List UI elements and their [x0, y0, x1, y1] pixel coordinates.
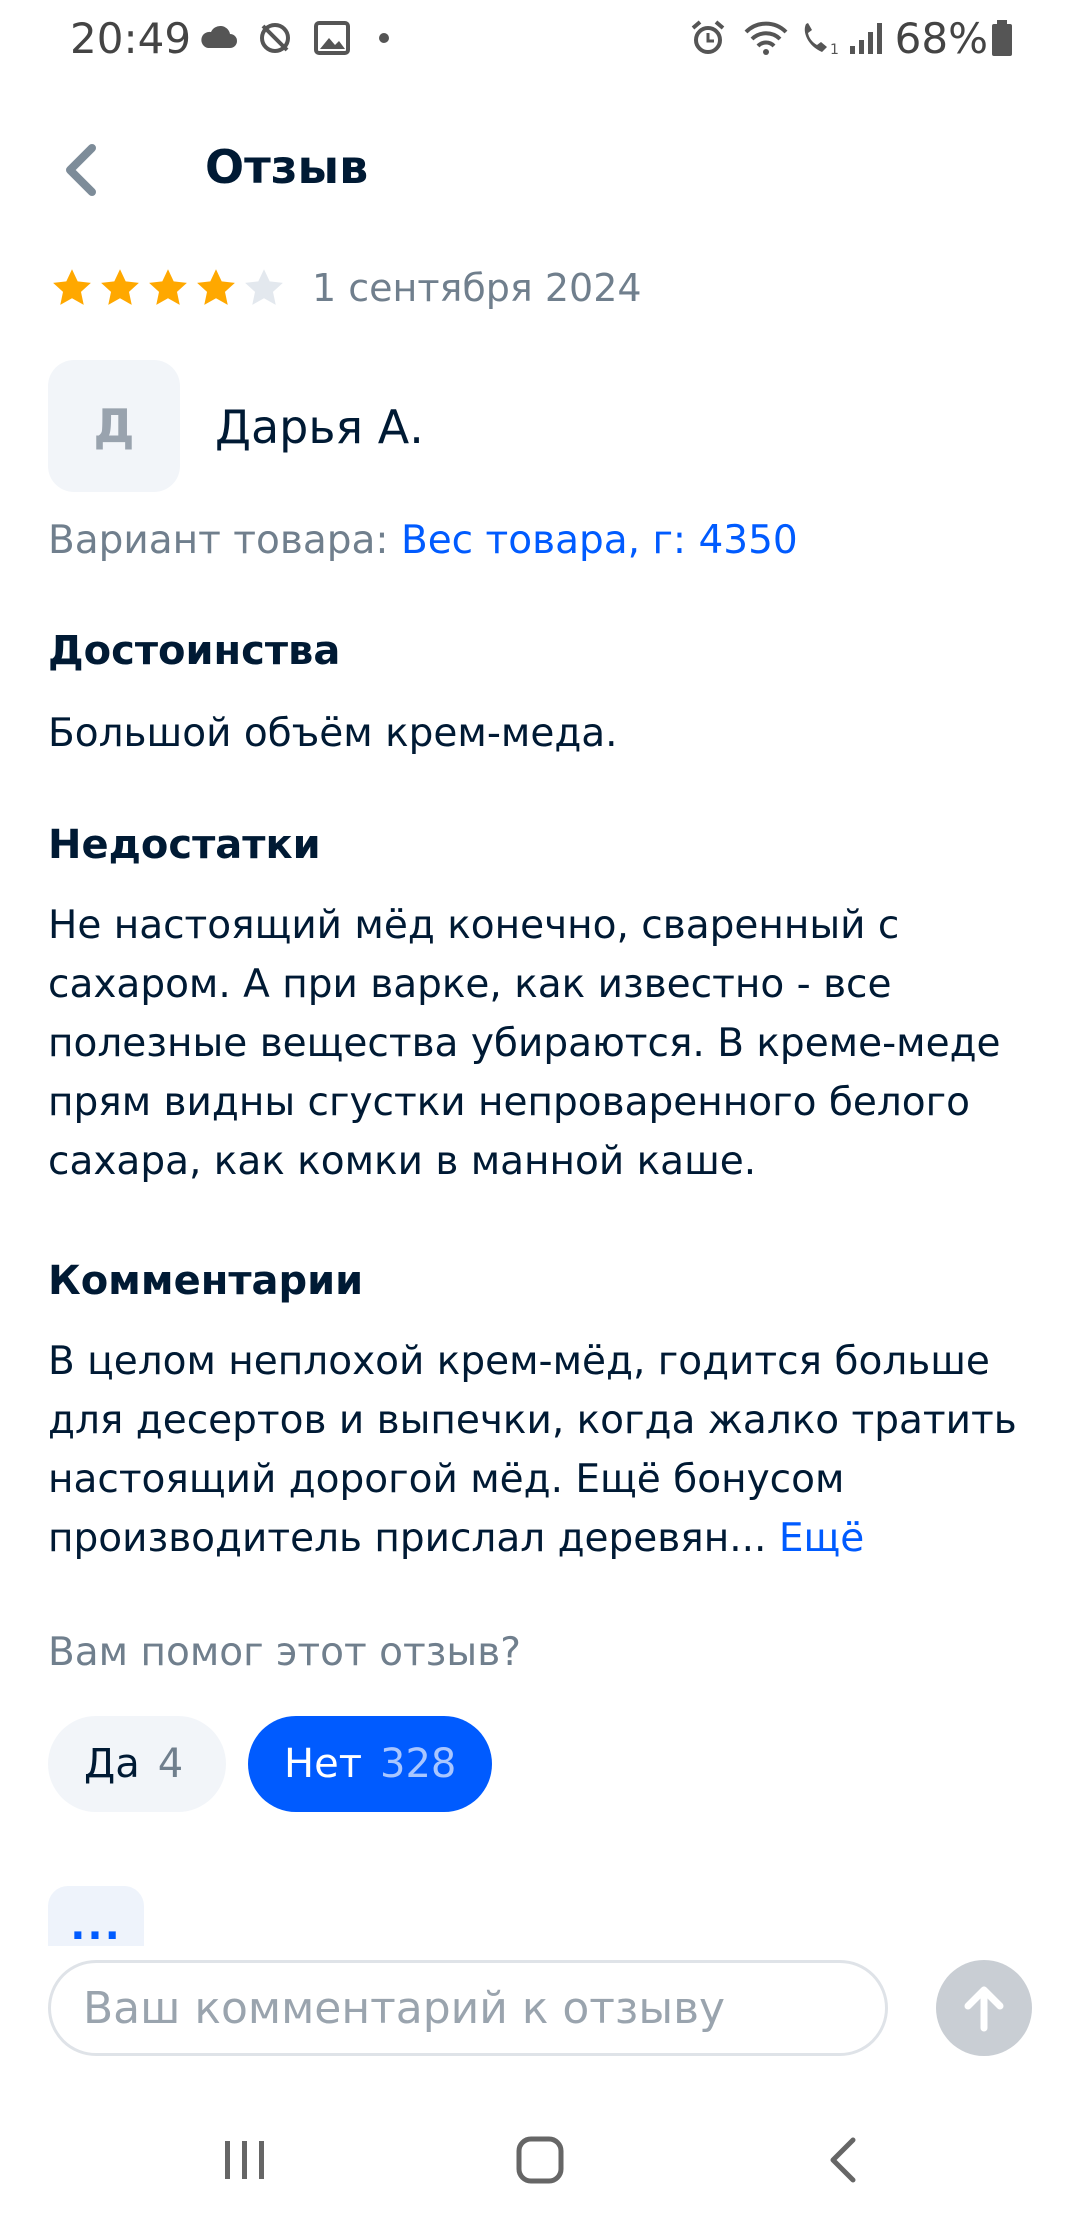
- wifi-icon: [742, 18, 790, 58]
- variant-value[interactable]: Вес товара, г: 4350: [400, 518, 798, 563]
- battery-icon: [990, 18, 1014, 58]
- helpful-question: Вам помог этот отзыв?: [48, 1630, 521, 1675]
- star-filled-icon: [98, 266, 142, 310]
- author-name: Дарья А.: [215, 400, 424, 454]
- svg-text:1: 1: [830, 42, 839, 58]
- star-filled-icon: [50, 266, 94, 310]
- no-sync-icon: [255, 18, 295, 58]
- dot-icon: [372, 18, 412, 58]
- signal-icon: [846, 18, 886, 58]
- comments-title: Комментарии: [48, 1258, 364, 1304]
- cons-text: Не настоящий мёд конечно, сваренный с сахаром. А при варке, как известно - все полезные вещества убираются. В креме-меде прям видны сгустки непроваренного белого сахара, как комки в манной каше.: [48, 903, 1001, 1184]
- alarm-icon: [688, 18, 728, 58]
- more-dots-icon: ...: [70, 1903, 122, 1949]
- more-actions-button[interactable]: [48, 1886, 144, 1949]
- back-arrow-icon: [815, 2130, 875, 2190]
- vote-yes-count: 4: [157, 1741, 184, 1787]
- send-comment-button[interactable]: [936, 1960, 1032, 2056]
- arrow-up-icon: [954, 1978, 1014, 2038]
- home-button[interactable]: [500, 2130, 580, 2190]
- recent-apps-icon: [215, 2135, 275, 2185]
- star-filled-icon: [146, 266, 190, 310]
- battery-percent: 68%: [894, 14, 988, 63]
- product-variant: [48, 518, 798, 563]
- star-filled-icon: [194, 266, 238, 310]
- star-empty-icon: [242, 266, 286, 310]
- system-back-button[interactable]: [805, 2130, 885, 2190]
- cons-title: Недостатки: [48, 822, 321, 868]
- review-date: 1 сентября 2024: [312, 266, 642, 310]
- show-more-link[interactable]: Ещё: [778, 1516, 865, 1561]
- avatar-initial: Д: [93, 399, 135, 453]
- chevron-left-icon: [50, 130, 120, 210]
- system-nav-bar: [0, 2100, 1080, 2220]
- pros-title: Достоинства: [48, 628, 341, 674]
- rating-stars: [50, 266, 286, 310]
- variant-label: Вариант товара:: [48, 518, 389, 563]
- status-bar: [0, 0, 1080, 80]
- wifi-calling-icon: [798, 18, 842, 58]
- vote-yes-label: Да: [84, 1741, 140, 1787]
- back-button[interactable]: [50, 130, 120, 210]
- vote-no-button[interactable]: [248, 1716, 492, 1812]
- vote-no-count: 328: [380, 1741, 457, 1787]
- status-time: 20:49: [70, 14, 192, 63]
- cloud-icon: [198, 18, 238, 58]
- comments-text-block: [48, 1332, 1028, 1568]
- recent-apps-button[interactable]: [205, 2130, 285, 2190]
- avatar: [48, 360, 180, 492]
- page-title: Отзыв: [205, 140, 369, 194]
- pros-text: Большой объём крем-меда.: [48, 711, 618, 756]
- gallery-icon: [312, 18, 352, 58]
- vote-no-label: Нет: [284, 1741, 362, 1787]
- comment-input[interactable]: [48, 1960, 888, 2056]
- comments-text: В целом неплохой крем-мёд, годится больше для десертов и выпечки, когда жалко тратить настоящий дорогой мёд. Ещё бонусом производитель прислал деревян...: [48, 1339, 1017, 1561]
- home-icon: [510, 2130, 570, 2190]
- vote-yes-button[interactable]: [48, 1716, 226, 1812]
